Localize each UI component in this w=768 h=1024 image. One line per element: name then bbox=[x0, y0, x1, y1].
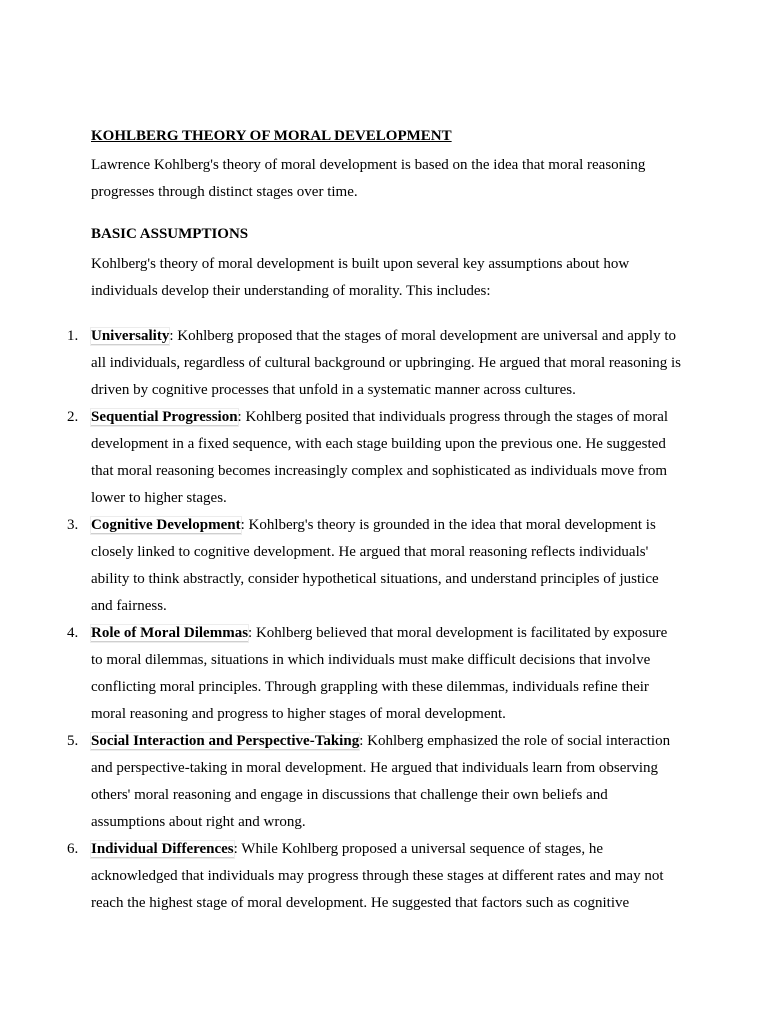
section-heading: BASIC ASSUMPTIONS bbox=[91, 226, 249, 242]
list-item-number: 1. bbox=[67, 328, 79, 344]
list-item bbox=[67, 323, 681, 404]
list-item-term[interactable]: Sequential Progression bbox=[91, 409, 238, 425]
list-item bbox=[67, 512, 681, 620]
list-item-text: : While Kohlberg proposed a universal sequence of stages, he acknowledged that individuals may progress through these stages at different rates and may not reach the highest stage of moral development. He suggested that factors such as cognitive bbox=[91, 841, 664, 911]
list-item-number: 5. bbox=[67, 733, 79, 749]
list-item-term[interactable]: Cognitive Development bbox=[91, 517, 241, 533]
list-item-text: : Kohlberg emphasized the role of social interaction and perspective-taking in moral development. He argued that individuals learn from observing others' moral reasoning and engage in discussions that challenge their own beliefs and assumptions about right and wrong. bbox=[91, 733, 671, 830]
list-item-number: 4. bbox=[67, 625, 79, 641]
list-item bbox=[67, 620, 681, 728]
list-item bbox=[67, 836, 681, 917]
list-item-text: : Kohlberg proposed that the stages of moral development are universal and apply to all individuals, regardless of cultural background or upbringing. He argued that moral reasoning is driven by cognitive processes that unfold in a systematic manner across cultures. bbox=[91, 328, 681, 398]
list-item-term[interactable]: Social Interaction and Perspective-Taking bbox=[91, 733, 360, 749]
document-title: KOHLBERG THEORY OF MORAL DEVELOPMENT bbox=[91, 128, 452, 144]
list-item bbox=[67, 728, 681, 836]
list-item-term[interactable]: Universality bbox=[91, 328, 170, 344]
list-item-term[interactable]: Individual Differences bbox=[91, 841, 234, 857]
list-item-number: 6. bbox=[67, 841, 79, 857]
document-body bbox=[67, 126, 681, 917]
list-item-text: : Kohlberg posited that individuals progress through the stages of moral development in a fixed sequence, with each stage building upon the previous one. He suggested that moral reasoning becomes increasingly complex and sophisticated as individuals move from lower to higher stages. bbox=[91, 409, 669, 506]
list-item bbox=[67, 404, 681, 512]
assumptions-list bbox=[67, 323, 681, 917]
list-item-number: 2. bbox=[67, 409, 79, 425]
list-item-number: 3. bbox=[67, 517, 79, 533]
intro-paragraph: Lawrence Kohlberg's theory of moral development is based on the idea that moral reasoning progresses through distinct stages over time. bbox=[91, 157, 646, 200]
list-item-text: : Kohlberg's theory is grounded in the idea that moral development is closely linked to cognitive development. He argued that moral reasoning reflects individuals' ability to think abstractly, consider hypothetical situations, and understand principles of justice and fairness. bbox=[91, 517, 659, 614]
list-item-term[interactable]: Role of Moral Dilemmas bbox=[91, 625, 249, 641]
list-item-text: : Kohlberg believed that moral development is facilitated by exposure to moral dilemmas, situations in which individuals must make difficult decisions that involve conflicting moral principles. Through grappling with these dilemmas, individuals refine their moral reasoning and progress to higher stages of moral development. bbox=[91, 625, 668, 722]
section-intro-paragraph: Kohlberg's theory of moral development is built upon several key assumptions about how individuals develop their understanding of morality. This includes: bbox=[91, 256, 630, 299]
